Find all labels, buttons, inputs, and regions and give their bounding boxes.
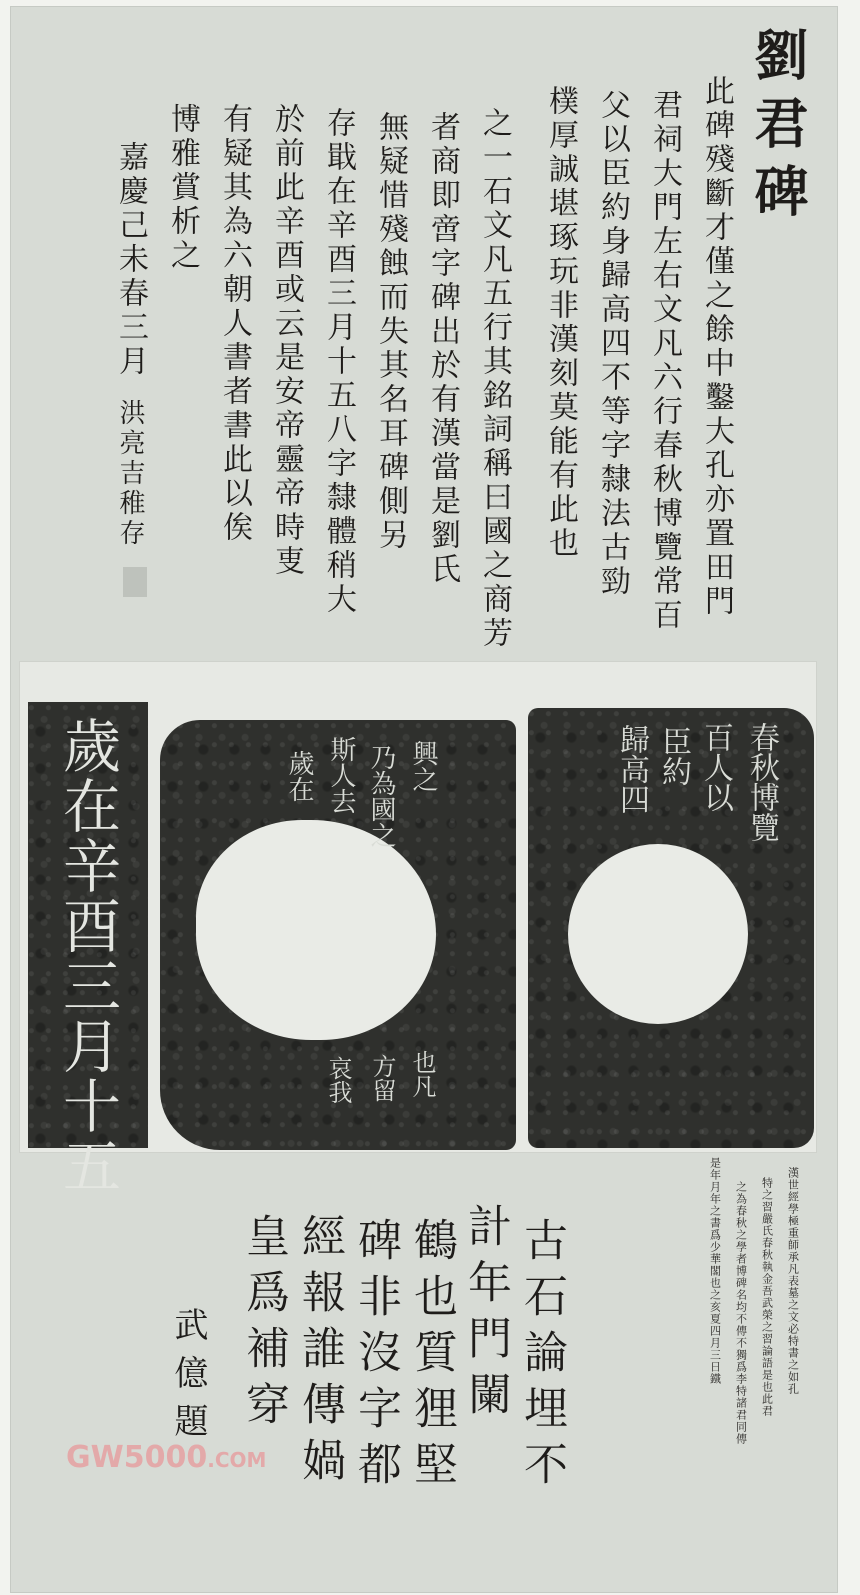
colophon-column: 特之習嚴氏春秋執金吾武榮之習論語是也此君 [760,1177,774,1417]
rubbing-text: 歲在辛酉三月十五 [53,716,121,1196]
poem-signature: 武億題 [168,1307,208,1451]
rubbing-text: 臣約 [656,726,691,786]
colophon-column: 之為春秋之學者博碑名均不傳不獨爲李特諸君同傳 [734,1181,748,1445]
rubbing-hole [568,844,748,1024]
rubbing-text: 乃為國之 [366,744,396,848]
rubbing-text: 歸高四 [614,724,649,814]
inscription-column: 父以臣約身歸高四不等字隸法古勁 [595,89,630,599]
inscription-column: 有疑其為六朝人書者書此以俟 [217,103,252,545]
page-title: 劉君碑 [746,27,810,231]
rubbing-text: 春秋博覽 [744,722,779,842]
rubbing-middle-fragment [160,720,516,1150]
inscription-column: 之一石文凡五行其銘詞稱曰國之商芳 [477,107,512,651]
poem-column: 皇爲補穿 [238,1213,289,1437]
rubbing-text: 哀我 [324,1056,352,1104]
rubbing-text: 百人以 [698,722,733,812]
inscription-column: 者商即啻字碑出於有漢當是劉氏 [425,111,460,587]
rubbing-text: 斯人去 [326,736,356,814]
inscription-date: 嘉慶己未春三月 [113,141,148,379]
site-watermark [66,1440,266,1475]
inscription-column: 存戢在辛酉三月十五八字隸體稍大 [321,107,356,617]
rubbing-text: 興之 [408,740,438,792]
rubbing-side-strip [28,702,148,1196]
inscription-column: 博雅賞析之 [165,103,200,273]
inscription-column: 此碑殘斷才僅之餘中鑿大孔亦置田門 [699,75,734,619]
inscription-column: 無疑惜殘蝕而失其名耳碑側另 [373,111,408,553]
rubbing-text: 歲在 [284,750,314,802]
watermark-main: GW5000 [66,1440,208,1475]
poem-column: 經報誰傳媧 [294,1213,345,1493]
album-page [10,6,838,1593]
colophon-column: 是年月年之書爲少華閣也之亥夏四月三日鐵 [708,1157,722,1385]
poem-column: 計年門闌 [460,1203,511,1427]
rubbing-right-fragment [528,708,814,1148]
rubbing-text: 方留 [368,1054,396,1102]
colophon-column: 漢世經學極重師承凡表墓之文必特書之如孔 [786,1167,800,1395]
poem-column: 古石論埋不 [516,1217,567,1497]
rubbings-panel [19,661,817,1196]
inscription-signature: 洪亮吉稚存 [115,399,145,549]
watermark-suffix: .COM [207,1448,267,1472]
inscription-column: 君祠大門左右文凡六行春秋博覽常百 [647,89,682,633]
poem-column: 鶴也質狸堅 [406,1217,457,1497]
seal-impression [123,567,147,597]
poem-column: 碑非沒字都 [350,1217,401,1497]
rubbing-hole [196,820,436,1040]
inscription-column: 於前此辛酉或云是安帝靈帝時叓 [269,103,304,579]
rubbing-text: 也凡 [408,1050,436,1098]
inscription-column: 樸厚誠堪琢玩非漢刻莫能有此也 [543,85,578,561]
